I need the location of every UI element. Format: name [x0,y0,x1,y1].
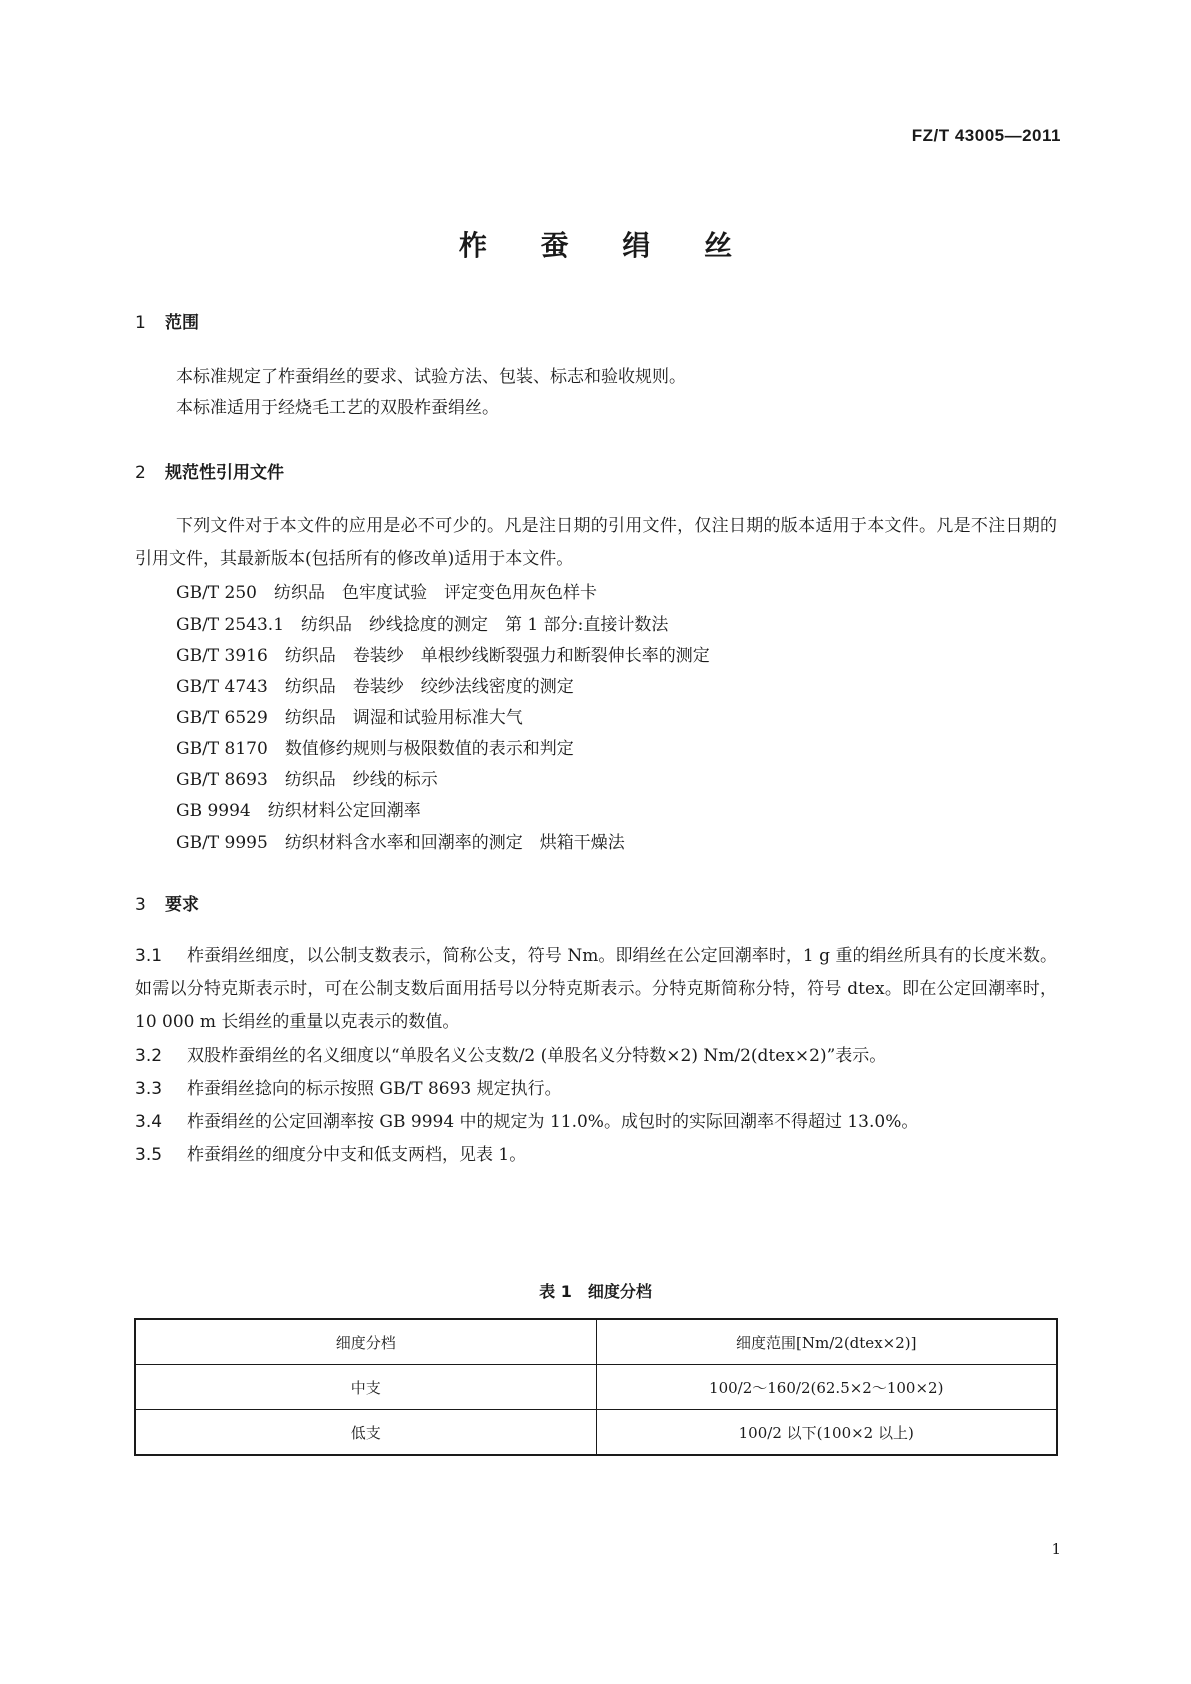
reference-item [176,828,625,853]
clause-number: 3.2 [135,1046,163,1066]
clause-text: 柞蚕绢丝的公定回潮率按 GB 9994 中的规定为 11.0%。成包时的实际回潮率不得超过 13.0%。 [187,1112,919,1132]
reference-code: GB/T 8693 [176,770,268,790]
clause-3-5 [135,1139,1057,1172]
clause-text: 柞蚕绢丝细度，以公制支数表示，简称公支，符号 Nm。即绢丝在公定回潮率时，1 g 重的绢丝所具有的长度米数。如需以分特克斯表示时，可在公制支数后面用括号以分特克斯表示。分特克斯简称分特，符号 dtex。即在公定回潮率时，10 000 m 长绢丝的重量以克表示的数值。 [135,946,1057,1032]
reference-title: 纺织品 纱线捻度的测定 第 1 部分:直接计数法 [301,615,669,635]
section-title: 范围 [165,313,199,333]
fineness-grade-table [134,1318,1058,1456]
clause-number: 3.3 [135,1079,163,1099]
table-caption: 表 1 细度分档 [539,1282,652,1301]
reference-code: GB 9994 [176,801,251,821]
reference-code: GB/T 6529 [176,708,268,728]
table-header-cell: 细度范围[Nm/2(dtex×2)] [596,1319,1057,1365]
section-number: 3 [135,895,146,915]
reference-item [176,578,597,603]
clause-3-1 [135,940,1057,1039]
section-2-heading [135,458,284,483]
reference-code: GB/T 2543.1 [176,615,285,635]
table-header-cell: 细度分档 [135,1319,596,1365]
reference-title: 纺织材料公定回潮率 [267,801,421,821]
table-cell: 低支 [135,1410,596,1456]
section-number: 2 [135,463,146,483]
clause-number: 3.4 [135,1112,163,1132]
reference-item [176,796,421,821]
reference-code: GB/T 8170 [176,739,268,759]
clause-number: 3.1 [135,946,163,966]
table-cell: 100/2 以下(100×2 以上) [596,1410,1057,1456]
clause-text: 柞蚕绢丝的细度分中支和低支两档，见表 1。 [187,1145,527,1165]
table-row [135,1365,1057,1410]
reference-title: 纺织品 卷装纱 单根纱线断裂强力和断裂伸长率的测定 [284,646,710,666]
reference-item [176,641,710,666]
section-1-heading [135,308,199,333]
reference-code: GB/T 4743 [176,677,268,697]
reference-title: 数值修约规则与极限数值的表示和判定 [284,739,574,759]
section-title: 要求 [165,895,199,915]
section-title: 规范性引用文件 [165,463,284,483]
reference-item [176,703,523,728]
section-3-heading [135,890,199,915]
clause-text: 双股柞蚕绢丝的名义细度以“单股名义公支数/2 (单股名义分特数×2) Nm/2(dtex×2)”表示。 [187,1046,887,1066]
references-intro: 下列文件对于本文件的应用是必不可少的。凡是注日期的引用文件，仅注日期的版本适用于本文件。凡是不注日期的引用文件，其最新版本(包括所有的修改单)适用于本文件。 [135,516,1057,569]
reference-item [176,734,574,759]
reference-title: 纺织品 色牢度试验 评定变色用灰色样卡 [274,583,597,603]
clause-3-2 [135,1040,1057,1073]
clause-3-4 [135,1106,1057,1139]
document-title: 柞 蚕 绢 丝 [458,229,755,262]
clause-number: 3.5 [135,1145,163,1165]
paragraph: 本标准规定了柞蚕绢丝的要求、试验方法、包装、标志和验收规则。 [176,367,686,387]
reference-item [176,672,574,697]
standard-code: FZ/T 43005—2011 [911,126,1061,145]
reference-item [176,610,668,635]
reference-title: 纺织品 卷装纱 绞纱法线密度的测定 [284,677,574,697]
reference-item [176,765,438,790]
table-header-row [135,1319,1057,1365]
clause-3-3 [135,1073,1057,1106]
section-number: 1 [135,313,146,333]
clause-text: 柞蚕绢丝捻向的标示按照 GB/T 8693 规定执行。 [187,1079,562,1099]
page-number: 1 [1051,1540,1061,1558]
table-cell: 100/2～160/2(62.5×2～100×2) [596,1365,1057,1410]
table-row [135,1410,1057,1456]
reference-title: 纺织品 纱线的标示 [284,770,438,790]
reference-title: 纺织品 调湿和试验用标准大气 [284,708,523,728]
table-cell: 中支 [135,1365,596,1410]
paragraph: 本标准适用于经烧毛工艺的双股柞蚕绢丝。 [176,398,499,418]
reference-code: GB/T 3916 [176,646,268,666]
reference-code: GB/T 250 [176,583,257,603]
reference-title: 纺织材料含水率和回潮率的测定 烘箱干燥法 [284,833,625,853]
reference-code: GB/T 9995 [176,833,268,853]
